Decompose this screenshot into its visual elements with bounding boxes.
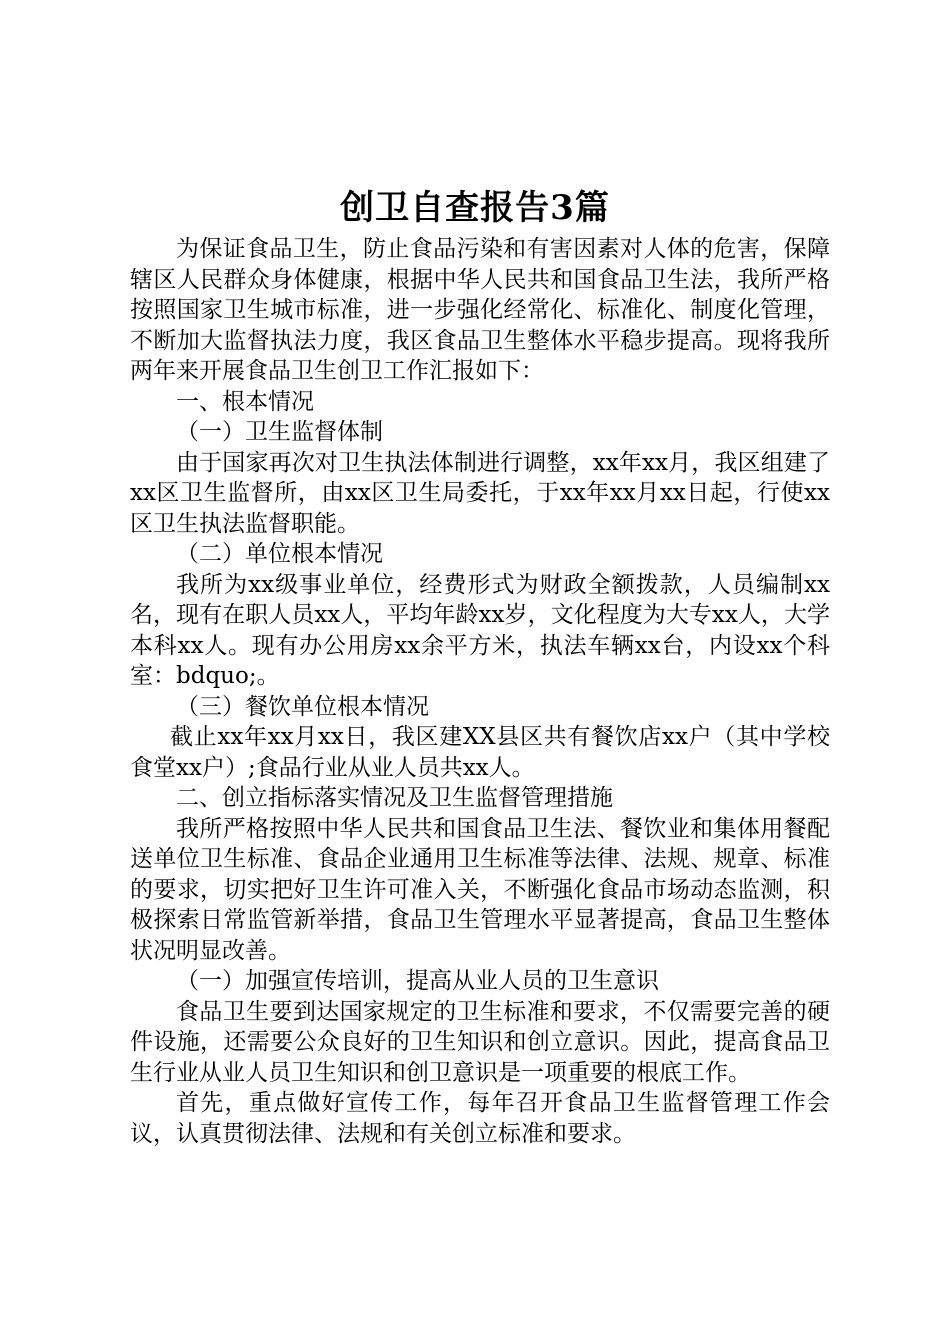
body-paragraph: 由于国家再次对卫生执法体制进行调整，xx年xx月，我区组建了xx区卫生监督所，由xx区卫生局委托，于xx年xx月xx日起，行使xx区卫生执法监督职能。 xyxy=(130,449,830,537)
body-paragraph: 首先，重点做好宣传工作，每年召开食品卫生监督管理工作会议，认真贯彻法律、法规和有关创立标准和要求。 xyxy=(130,1090,830,1147)
subsection-heading: （一）卫生监督体制 xyxy=(176,419,383,445)
document-title: 创卫自查报告3篇 xyxy=(340,188,610,228)
section-heading: 一、根本情况 xyxy=(176,388,314,415)
body-paragraph: 我所为xx级事业单位，经费形式为财政全额拨款，人员编制xx名，现有在职人员xx人，平均年龄xx岁，文化程度为大专xx人，大学本科xx人。现有办公用房xx余平方米，执法车辆xx台，内设xx个科室：bdquo;。 xyxy=(130,571,830,689)
subsection-heading: （二）单位根本情况 xyxy=(176,541,383,567)
body-paragraph: 截止xx年xx月xx日，我区建XX县区共有餐饮店xx户（其中学校食堂xx户）;食品行业从业人员共xx人。 xyxy=(130,724,830,781)
section-heading: 二、创立指标落实情况及卫生监督管理措施 xyxy=(176,785,613,811)
intro-paragraph: 为保证食品卫生，防止食品污染和有害因素对人体的危害，保障辖区人民群众身体健康，根据中华人民共和国食品卫生法，我所严格按照国家卫生城市标准，进一步强化经常化、标准化、制度化管理，不断加大监督执法力度，我区食品卫生整体水平稳步提高。现将我所两年来开展食品卫生创卫工作汇报如下： xyxy=(130,236,830,384)
body-paragraph: 食品卫生要到达国家规定的卫生标准和要求，不仅需要完善的硬件设施，还需要公众良好的卫生知识和创立意识。因此，提高食品卫生行业从业人员卫生知识和创卫意识是一项重要的根底工作。 xyxy=(130,998,830,1086)
document-body xyxy=(130,234,830,1149)
subsection-heading: （一）加强宣传培训，提高从业人员的卫生意识 xyxy=(176,968,659,994)
subsection-heading: （三）餐饮单位根本情况 xyxy=(176,693,429,720)
body-paragraph: 我所严格按照中华人民共和国食品卫生法、餐饮业和集体用餐配送单位卫生标准、食品企业通用卫生标准等法律、法规、规章、标准的要求，切实把好卫生许可准入关，不断强化食品市场动态监测，积极探索日常监管新举措，食品卫生管理水平显著提高，食品卫生整体状况明显改善。 xyxy=(130,815,830,964)
